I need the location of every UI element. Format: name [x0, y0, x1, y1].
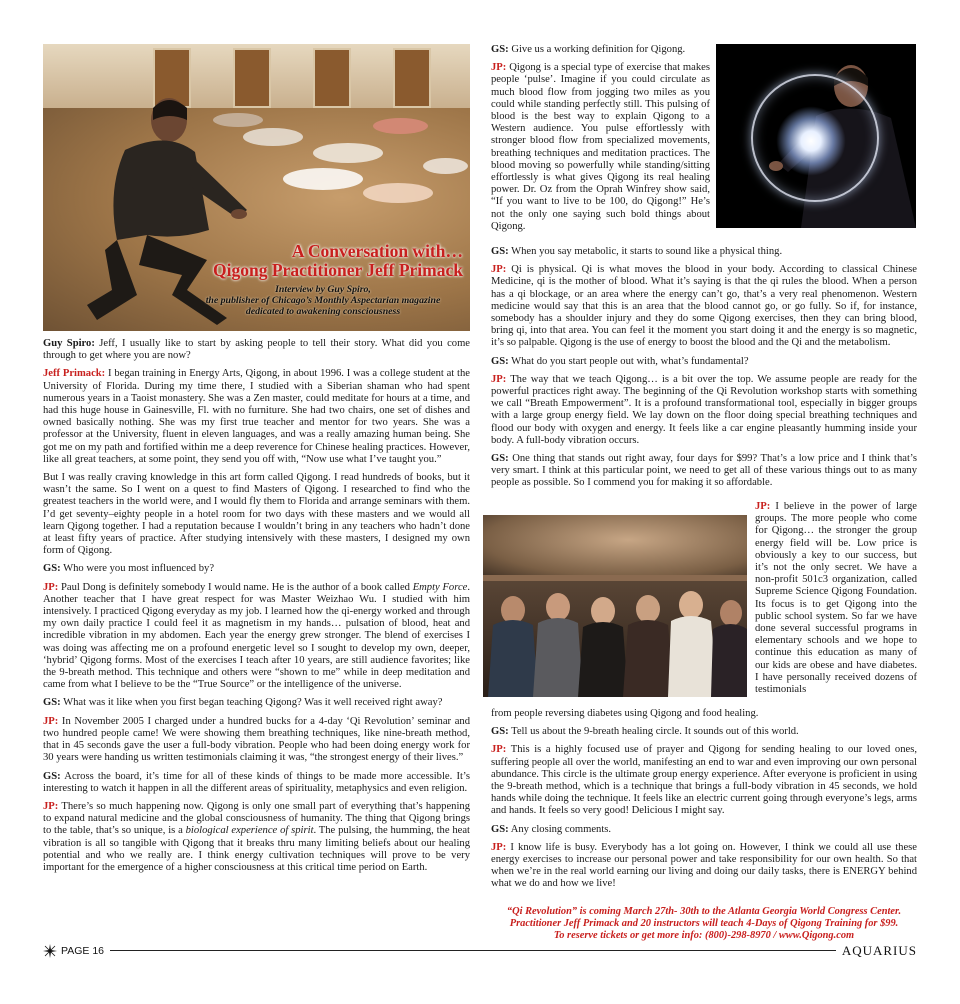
paragraph	[43, 563, 470, 575]
speaker-label: Guy Spiro:	[43, 338, 95, 349]
left-column	[43, 338, 470, 880]
paragraph	[491, 44, 710, 56]
footer-rule	[43, 950, 917, 951]
energy-orb-photo	[716, 44, 916, 228]
event-promo	[491, 906, 917, 942]
right-column-top	[491, 44, 710, 239]
speaker-label: JP:	[491, 373, 507, 385]
paragraph-text: This is a highly focused use of prayer and Qigong for sending healing to our loved ones, suffering people all over the world, manifesting an end to war and even improving our own personal abundance. This circle is the ultimate group energy experience. After everyone is proficient in using the 9-breath method, which is a technique that brings a full-body vibration in 45 seconds, we hold hands while doing the technique. It feels like an electric current going through everyone’s legs, arms and hands. It feels so very good! Delicious I might say.	[491, 744, 917, 817]
paragraph	[491, 842, 917, 891]
speaker-label: GS:	[43, 563, 61, 575]
article-title	[193, 242, 463, 280]
paragraph-text: What was it like when you first began teaching Qigong? Was it well received right away?	[60, 697, 443, 709]
paragraph	[491, 453, 917, 490]
paragraph-text: Qi is physical. Qi is what moves the blood in your body. According to classical Chinese Medicine, qi is the mother of blood. What it’s saying is that the qi rules the blood. When a person has a qi blockage, or an area where the energy can’t go, that’s a very real phenomenon. Western medicine would say that this is an area that the blood cannot go, or go fully. So if, for instance, somebody has a shoulder injury and they do some Qigong exercises, then they can bring blood, bring qi, into that area. You can feel it the moment you start doing it and the energy is so magnetic, it’s so palpable. Qigong is the use of energy to boost the blood and the Qi and the metabolism.	[491, 264, 917, 349]
credit-line1: Interview by Guy Spiro,	[275, 284, 371, 295]
speaker-label: JP:	[491, 744, 507, 756]
magazine-brand: AQUARIUS	[836, 943, 917, 959]
speaker-label: GS:	[491, 726, 509, 738]
emphasis: biological experience of spirit	[185, 825, 314, 837]
promo-line: “Qi Revolution” is coming March 27th- 30th to the Atlanta Georgia World Congress Center.	[506, 906, 902, 917]
paragraph-text: Any closing comments.	[508, 823, 612, 835]
book-title: Empty Force	[412, 581, 468, 593]
paragraph-text: Qigong is a special type of exercise that makes people ‘pulse’. Imagine if you could circulate as much blood flow from jogging two miles as you could while standing perfectly still. This pulsing of blood is the best way to explain Qigong to a Western audience. You pulse effortlessly with stronger blood flow from specialized movements, breathing techniques and meditation practices. The blood moving so powerfully while standing/sitting effortlessly is what gives Qigong its real healing power. Dr. Oz from the Oprah Winfrey show said, “If you want to live to be 100, do Qigong!” He’s not the only one saying such bold things about Qigong.	[491, 62, 710, 232]
right-column-middle	[491, 246, 917, 496]
hall-door	[393, 48, 431, 108]
paragraph-text: The way that we teach Qigong… is a bit over the top. We assume people are ready for the powerful practices right away. The beginning of the Qi Revolution workshop starts with something we call “Breath Empowerment”. It is a profound transformational tool, especially in bigger groups with a large group energy field. We lay down on the floor doing special breathing techniques and flood our body with oxygen and energy. It feels like a car engine pleasantly humming inside your body. A full-body vibration occurs.	[491, 373, 917, 446]
right-column-lower	[491, 708, 917, 897]
speaker-label: JP:	[491, 264, 507, 276]
credit-line2: the publisher of Chicago’s Monthly Aspectarian magazine	[205, 295, 441, 306]
paragraph-text: But I was really craving knowledge in this art form called Qigong. I read hundreds of books, but it wasn’t the same. So I went on a quest to find Masters of Qigong. I researched to find who the greatest teachers in the world were, and I would fly them to Florida and arrange seminars with them. I’d get seventy–eighty people in a hotel room for two days with these masters and we would all learn Qigong together. I had a reputation because I wouldn’t bring in any teachers who hadn’t done at least fifty years of practice. After studying intensively with these masters, I designed my own form of Qigong.	[43, 472, 470, 557]
promo-line: To reserve tickets or get more info: (800)-298-8970 / www.Qigong.com	[553, 930, 855, 941]
speaker-label: GS:	[491, 44, 509, 55]
crowd-photo	[483, 515, 747, 697]
promo-line: Practitioner Jeff Primack and 20 instructors will teach 4-Days of Qigong Training for $99.	[509, 918, 899, 929]
paragraph	[43, 771, 470, 795]
speaker-label: JP:	[43, 715, 59, 727]
paragraph-text: Tell us about the 9-breath healing circle. It sounds out of this world.	[508, 726, 799, 738]
star-icon	[43, 944, 57, 958]
paragraph	[43, 582, 470, 692]
paragraph-text: Across the board, it’s time for all of these kinds of things to be made more accessible. It’s interesting to watch it happen in all the different areas of spirituality, metaphysics and even religion.	[43, 770, 470, 794]
speaker-label: GS:	[491, 823, 509, 835]
paragraph	[491, 726, 917, 738]
speaker-label: JP:	[43, 800, 59, 812]
paragraph	[491, 708, 917, 720]
article-title-line1: A Conversation with…	[291, 241, 463, 261]
speaker-label: GS:	[43, 697, 61, 709]
page-label: PAGE 16	[61, 945, 104, 957]
hero-photo	[43, 44, 470, 331]
speaker-label: JP:	[491, 62, 507, 74]
paragraph	[755, 501, 917, 696]
right-column-wrap	[755, 501, 917, 702]
crowd-figures	[483, 515, 747, 697]
paragraph-text: . Another teacher that I have great respect for was Master Weizhao Wu. I studied with him intensively. I practiced Qigong everyday as my job. I learned how the qi-energy worked and through my own daily practice I could feel it as magnetism in my hands… pulsation of blood, heat and incredible vibration in my abdomen. Each year the energy grew stronger. The blend of exercises I was doing was affecting me on a profound energetic level so I sought to develop my own, deeper, ‘hybrid’ Qigong forms. Most of the exercises I teach after 10 years, are still audience favorites; like the 9-breath method. This technique and others were “shown to me” while in deep meditation and came from what I believe to be the “True Source” or the intelligence of the universe.	[43, 581, 471, 691]
paragraph-text: Paul Dong is definitely somebody I would name. He is the author of a book called	[58, 581, 413, 593]
credit-line3: dedicated to awakening consciousness	[245, 306, 401, 317]
paragraph	[43, 338, 470, 362]
paragraph	[491, 824, 917, 836]
speaker-label: Jeff Primack:	[43, 368, 106, 380]
paragraph-text: Who were you most influenced by?	[60, 563, 215, 575]
energy-glow	[776, 106, 846, 176]
paragraph	[43, 697, 470, 709]
speaker-label: GS:	[43, 770, 61, 782]
paragraph-text: I began training in Energy Arts, Qigong, in about 1996. I was a college student at the University of Florida. During my time there, I studied with a Siberian shaman who had spent numerous years in a Taoist monastery. She was a Zen master, could meditate for hours at a time, and had this huge house in Gainesville, Fl. with no furniture. She had two chairs, one set of dishes and owned basically nothing. She was my first true teacher and mentor for two years. She was a professor at the University, fluent in eleven languages, and was a really amazing human being. She got me on my path and fortified within me a deep reverence for Chinese healing practices. However, like all great teachers, at some point, they send you off with, “Now use what I’ve taught you.”	[43, 368, 470, 465]
speaker-label: GS:	[491, 355, 509, 367]
paragraph	[43, 368, 470, 466]
paragraph-text: In November 2005 I charged under a hundred bucks for a 4-day ‘Qi Revolution’ seminar and two hundred people came! We were showing them breathing techniques, like nine-breath method, that in 45 seconds gave the user a full-body vibration. People who had been doing energy work for 30 years were handing us written testimonials claiming it was, “the strongest energy of their lives.”	[43, 715, 470, 764]
article-credit	[183, 284, 463, 317]
paragraph-text: When you say metabolic, it starts to sound like a physical thing.	[508, 246, 783, 257]
paragraph-text: I know life is busy. Everybody has a lot going on. However, I think we could all use these energy exercises to increase our personal power and take responsibility for our own health. So that when we’re in the real world earning our living and doing our daily tasks, there is ENERGY behind what we do and how we live!	[491, 841, 917, 890]
paragraph	[491, 62, 710, 233]
paragraph	[491, 374, 917, 447]
paragraph-text: I believe in the power of large groups. The more people who come for Qigong… the stronger the group energy field will be. Low price is obviously a key to our success, but it’s not the only secret. We have a non-profit 501c3 organization, called Supreme Science Qigong Foundation. Its focus is to get Qigong into the public school system. So far we have done several successful programs in elementary schools and we hope to continue this education as many of our kids are obese and have diabetes. I have personally received dozens of testimonials	[755, 501, 917, 696]
paragraph-text: Jeff, I usually like to start by asking people to tell their story. What did you come through to get where you are now?	[43, 338, 471, 362]
paragraph-text: There’s so much happening now. Qigong is only one small part of everything that’s happening to expand natural medicine and the global consciousness of humanity. The thing that Qigong brings to the table, that’s so unique, is a	[43, 800, 470, 837]
article-title-line2: Qigong Practitioner Jeff Primack	[213, 260, 463, 280]
paragraph	[43, 801, 470, 874]
speaker-label: JP:	[491, 841, 507, 853]
page-number	[43, 944, 110, 958]
hall-door	[313, 48, 351, 108]
speaker-label: JP:	[43, 581, 59, 593]
speaker-label: JP:	[755, 501, 771, 512]
paragraph-text: One thing that stands out right away, four days for $99? That’s a low price and I think that’s very smart. I think at this particular point, we need to get all of these various things out to as many people as possible. So I commend you for making it so affordable.	[491, 453, 917, 489]
paragraph	[491, 744, 917, 817]
paragraph-text: What do you start people out with, what’s fundamental?	[508, 355, 749, 367]
paragraph	[491, 264, 917, 349]
speaker-label: GS:	[491, 246, 509, 257]
paragraph	[491, 246, 917, 258]
speaker-label: GS:	[491, 453, 509, 465]
paragraph	[43, 716, 470, 765]
paragraph-text: Give us a working definition for Qigong.	[508, 44, 686, 55]
paragraph-text: from people reversing diabetes using Qigong and food healing.	[491, 708, 759, 719]
paragraph-text: . The pulsing, the humming, the heat vibration is all so tangible with Qigong that it breaks thru many limiting beliefs about our healing potential and who we really are. I think energy cultivation techniques will prove to be very important for the emergence of a higher consciousness at this critical time period on Earth.	[43, 825, 470, 873]
paragraph	[491, 356, 917, 368]
paragraph	[43, 472, 470, 557]
